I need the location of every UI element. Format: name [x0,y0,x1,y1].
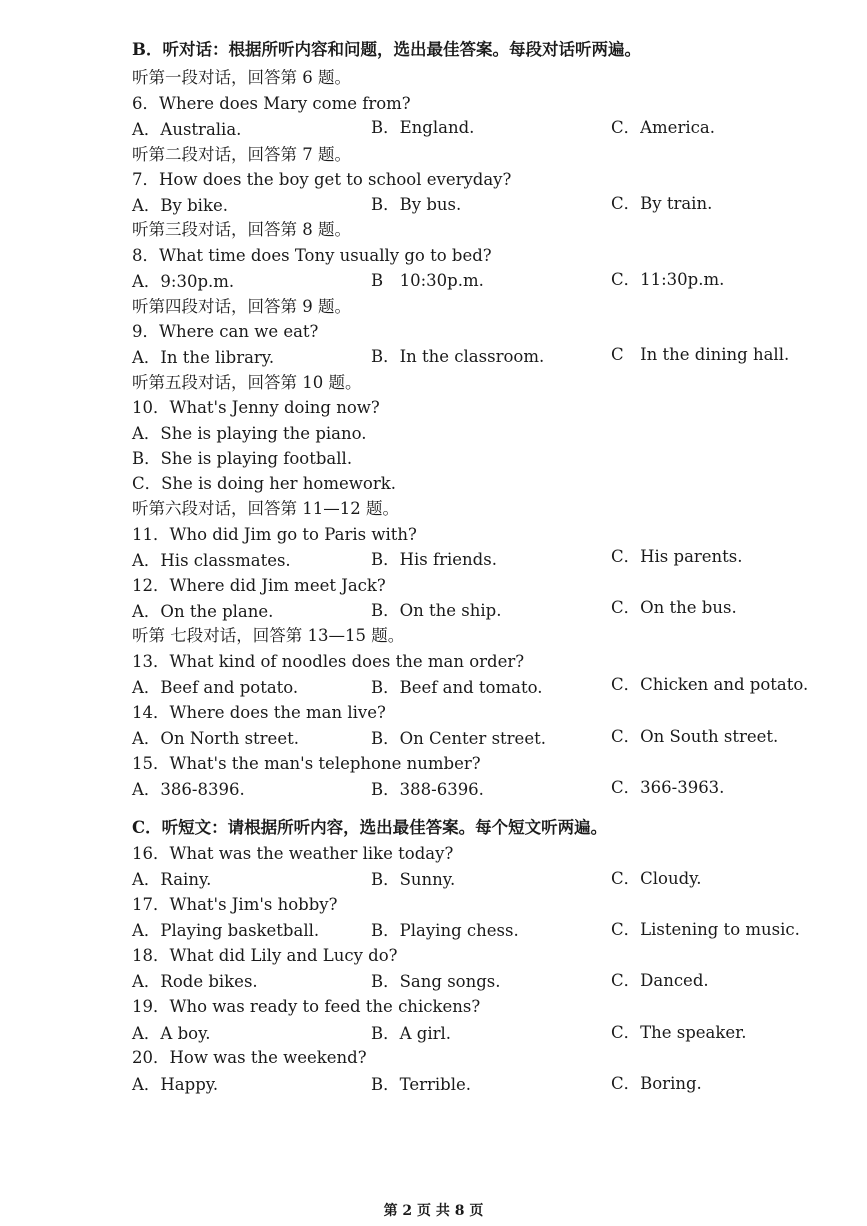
question-20: 20．How was the weekend? [132,1048,367,1067]
q15-option-c: C．366-3963. [611,778,725,797]
dialogue-1-intro: 听第一段对话，回答第 6 题。 [132,68,351,87]
q11-option-a: A．His classmates. [132,551,291,570]
q8-option-a: A．9:30p.m. [132,272,235,291]
question-6: 6．Where does Mary come from? [132,94,411,113]
q18-option-a: A．Rode bikes. [132,972,258,991]
question-19: 19．Who was ready to feed the chickens? [132,997,481,1016]
q16-option-c: C．Cloudy. [611,869,702,888]
dialogue-5-intro: 听第五段对话，回答第 10 题。 [132,373,362,392]
dialogue-3-intro: 听第三段对话，回答第 8 题。 [132,220,351,239]
question-16: 16．What was the weather like today? [132,844,454,863]
question-9: 9．Where can we eat? [132,322,319,341]
question-8: 8．What time does Tony usually go to bed? [132,246,492,265]
q17-option-b: B．Playing chess. [371,921,519,940]
question-7: 7．How does the boy get to school everyday? [132,170,512,189]
question-17: 17．What's Jim's hobby? [132,895,338,914]
q14-option-c: C．On South street. [611,727,779,746]
q14-option-b: B．On Center street. [371,729,546,748]
q15-option-a: A．386-8396. [132,780,245,799]
q18-option-c: C．Danced. [611,971,709,990]
q9-option-b: B．In the classroom. [371,347,545,366]
q20-option-b: B．Terrible. [371,1075,472,1094]
q6-option-c: C．America. [611,118,715,137]
q6-option-b: B．England. [371,118,475,137]
question-15: 15．What's the man's telephone number? [132,754,481,773]
page-number: 第 2 页 共 8 页 [383,1203,484,1219]
q10-option-a: A．She is playing the piano. [132,424,367,443]
question-11: 11．Who did Jim go to Paris with? [132,525,417,544]
q19-option-c: C．The speaker. [611,1023,747,1042]
q14-option-a: A．On North street. [132,729,299,748]
q7-option-c: C．By train. [611,194,713,213]
q16-option-b: B．Sunny. [371,870,456,889]
question-14: 14．Where does the man live? [132,703,386,722]
section-b-heading: B．听对话：根据所听内容和问题，选出最佳答案。每段对话听两遍。 [132,40,641,59]
q7-option-b: B．By bus. [371,195,462,214]
q12-option-c: C．On the bus. [611,598,737,617]
section-c-heading: C．听短文：请根据所听内容，选出最佳答案。每个短文听两遍。 [132,818,608,837]
dialogue-6-intro: 听第六段对话，回答第 11—12 题。 [132,499,399,518]
q13-option-a: A．Beef and potato. [132,678,299,697]
q7-option-a: A．By bike. [132,196,228,215]
q10-option-c: C．She is doing her homework. [132,474,396,493]
q19-option-b: B．A girl. [371,1024,452,1043]
q8-option-c: C．11:30p.m. [611,270,725,289]
q11-option-b: B．His friends. [371,550,497,569]
q9-option-c: C In the dining hall. [611,345,790,364]
dialogue-2-intro: 听第二段对话，回答第 7 题。 [132,145,351,164]
q17-option-a: A．Playing basketball. [132,921,320,940]
question-10: 10．What's Jenny doing now? [132,398,380,417]
q12-option-b: B．On the ship. [371,601,502,620]
q6-option-a: A．Australia. [132,120,242,139]
q13-option-b: B．Beef and tomato. [371,678,543,697]
question-18: 18．What did Lily and Lucy do? [132,946,398,965]
q20-option-c: C．Boring. [611,1074,702,1093]
q9-option-a: A．In the library. [132,348,275,367]
dialogue-7-intro: 听第 七段对话，回答第 13—15 题。 [132,626,405,645]
q12-option-a: A．On the plane. [132,602,274,621]
q10-option-b: B．She is playing football. [132,449,353,468]
q15-option-b: B．388-6396. [371,780,484,799]
q20-option-a: A．Happy. [132,1075,219,1094]
q8-option-b: B 10:30p.m. [371,271,484,290]
q16-option-a: A．Rainy. [132,870,212,889]
q13-option-c: C．Chicken and potato. [611,675,809,694]
q18-option-b: B．Sang songs. [371,972,501,991]
q17-option-c: C．Listening to music. [611,920,800,939]
q19-option-a: A．A boy. [132,1024,211,1043]
question-13: 13．What kind of noodles does the man order? [132,652,525,671]
question-12: 12．Where did Jim meet Jack? [132,576,386,595]
q11-option-c: C．His parents. [611,547,743,566]
dialogue-4-intro: 听第四段对话，回答第 9 题。 [132,297,351,316]
